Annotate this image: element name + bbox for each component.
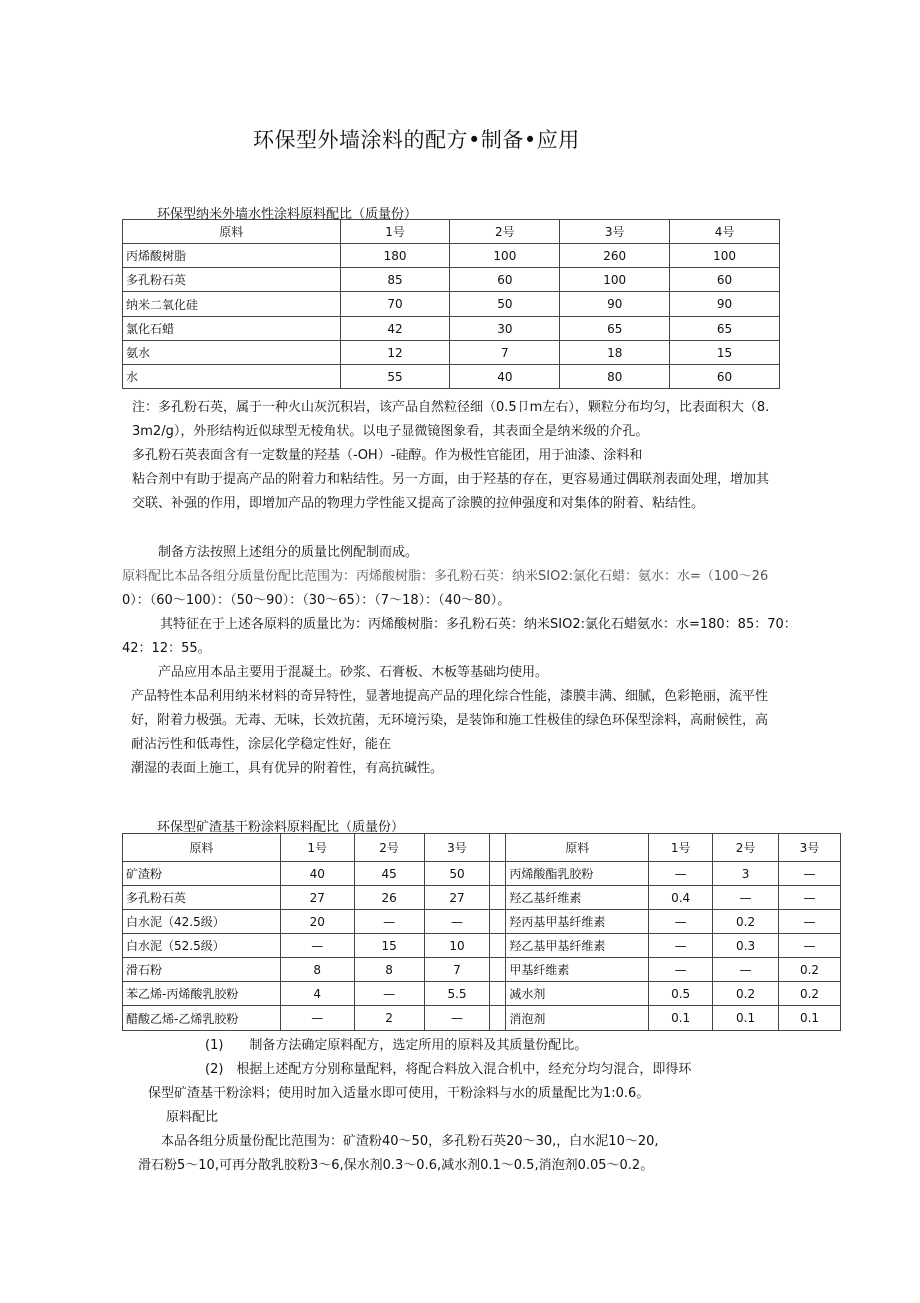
table-cell: 45 (354, 862, 424, 886)
table-cell: 70 (340, 292, 450, 317)
table-cell: — (649, 862, 713, 886)
table1-header: 1号 (340, 220, 450, 244)
table-cell: — (713, 886, 779, 910)
table-cell: 40 (280, 862, 354, 886)
table-cell: 多孔粉石英 (123, 886, 281, 910)
table-cell: 丙烯酸酯乳胶粉 (506, 862, 649, 886)
table-cell: 60 (670, 365, 780, 389)
table1-header: 4号 (670, 220, 780, 244)
table-cell: — (649, 910, 713, 934)
body-line: 产品特性本品利用纳米材料的奇异特性，显著地提高产品的理化综合性能，漆膜丰满、细腻，色彩艳丽，流平性 (131, 689, 769, 704)
table-cell: 0.2 (713, 910, 779, 934)
table-cell: — (649, 958, 713, 982)
page-title: 环保型外墙涂料的配方•制备•应用 (253, 128, 580, 152)
table-cell: — (354, 910, 424, 934)
table-cell: 10 (424, 934, 490, 958)
table-cell: 15 (670, 341, 780, 365)
table-cell: 0.1 (713, 1006, 779, 1031)
table2-header: 1号 (280, 834, 354, 862)
table1-header: 2号 (450, 220, 560, 244)
table-cell (490, 934, 506, 958)
table-cell: 27 (280, 886, 354, 910)
note-line: 3m2/g），外形结构近似球型无棱角状。以电子显微镜图象看，其表面全是纳米级的介孔。 (132, 424, 649, 439)
table1-header: 原料 (123, 220, 341, 244)
step-line: 滑石粉5〜10,可再分散乳胶粉3〜6,保水剂0.3〜0.6,减水剂0.1〜0.5,消泡剂0.05〜0.2。 (138, 1158, 654, 1173)
body-line: 原料配比本品各组分质量份配比范围为：丙烯酸树脂：多孔粉石英：纳米SIO2:氯化石蜡：氨水：水=（100〜26 (122, 569, 769, 584)
table-row (123, 982, 841, 1006)
table-cell (490, 982, 506, 1006)
table-cell: — (424, 1006, 490, 1031)
table-cell: — (779, 862, 841, 886)
note-line: 多孔粉石英表面含有一定数量的羟基（-OH）-硅醇。作为极性官能团，用于油漆、涂料和 (132, 448, 643, 463)
table-row (123, 292, 780, 317)
table-cell: 85 (340, 268, 450, 292)
table-cell: — (649, 934, 713, 958)
table-cell: 50 (424, 862, 490, 886)
table-cell: 50 (450, 292, 560, 317)
table-row (123, 365, 780, 389)
table-cell: 2 (354, 1006, 424, 1031)
table-cell (490, 886, 506, 910)
table-cell: 100 (670, 244, 780, 268)
table2-header-row (123, 834, 841, 862)
table2-header: 1号 (649, 834, 713, 862)
table-cell: 65 (670, 317, 780, 341)
table-cell: 18 (560, 341, 670, 365)
table-cell: 苯乙烯-丙烯酸乳胶粉 (123, 982, 281, 1006)
table-cell: 羟乙基纤维素 (506, 886, 649, 910)
table-cell (490, 862, 506, 886)
table-cell: 4 (280, 982, 354, 1006)
table-cell: 180 (340, 244, 450, 268)
table-cell: — (713, 958, 779, 982)
table-cell: 白水泥（52.5级） (123, 934, 281, 958)
table-cell: 丙烯酸树脂 (123, 244, 341, 268)
body-line: 其特征在于上述各原料的质量比为：丙烯酸树脂：多孔粉石英：纳米SIO2:氯化石蜡氨水：水=180：85：70： (160, 617, 797, 632)
table-row (123, 1006, 841, 1031)
table-cell: 氯化石蜡 (123, 317, 341, 341)
table-row (123, 934, 841, 958)
table-cell: 多孔粉石英 (123, 268, 341, 292)
table-cell: 0.1 (649, 1006, 713, 1031)
table-cell: — (779, 886, 841, 910)
table-cell: 260 (560, 244, 670, 268)
table2-header: 原料 (123, 834, 281, 862)
table-row (123, 862, 841, 886)
step-line: 原料配比 (166, 1110, 219, 1125)
table-cell: 0.4 (649, 886, 713, 910)
table-cell: 白水泥（42.5级） (123, 910, 281, 934)
table-cell: 100 (450, 244, 560, 268)
table2-header: 原料 (506, 834, 649, 862)
table-cell: 羟乙基甲基纤维素 (506, 934, 649, 958)
table-cell: 40 (450, 365, 560, 389)
table-cell: 甲基纤维素 (506, 958, 649, 982)
table-cell: 水 (123, 365, 341, 389)
table-row (123, 910, 841, 934)
table-row (123, 244, 780, 268)
table-cell: 氨水 (123, 341, 341, 365)
table-cell (490, 910, 506, 934)
table-cell: 0.3 (713, 934, 779, 958)
body-line: 潮湿的表面上施工，具有优异的附着性，有高抗碱性。 (131, 761, 444, 776)
table-cell: 5.5 (424, 982, 490, 1006)
table-row (123, 886, 841, 910)
table2-header: 2号 (713, 834, 779, 862)
table1-header-row (123, 220, 780, 244)
table-cell: 15 (354, 934, 424, 958)
body-line: 耐沾污性和低毒性，涂层化学稳定性好，能在 (131, 737, 392, 752)
note-line: 交联、补强的作用，即增加产品的物理力学性能又提高了涂膜的拉伸强度和对集体的附着、粘结性。 (132, 496, 705, 511)
table-cell: 80 (560, 365, 670, 389)
body-line: 产品应用本品主要用于混凝土。砂浆、石膏板、木板等基础均使用。 (158, 665, 549, 680)
table-cell: 65 (560, 317, 670, 341)
table1 (122, 219, 780, 389)
table-cell: 羟丙基甲基纤维素 (506, 910, 649, 934)
table-cell: 20 (280, 910, 354, 934)
table2-header: 3号 (779, 834, 841, 862)
table-cell: 60 (450, 268, 560, 292)
table-cell: 0.1 (779, 1006, 841, 1031)
table-cell: 消泡剂 (506, 1006, 649, 1031)
table-row (123, 341, 780, 365)
body-line: 0）：（60〜100）：（50〜90）：（30〜65）：（7〜18）：（40〜80）。 (122, 593, 511, 608)
table-row (123, 958, 841, 982)
table-cell: 纳米二氧化硅 (123, 292, 341, 317)
table-cell (490, 958, 506, 982)
table-cell: 30 (450, 317, 560, 341)
step-line: 保型矿渣基干粉涂料；使用时加入适量水即可使用，干粉涂料与水的质量配比为1:0.6。 (148, 1086, 650, 1101)
table-cell: 矿渣粉 (123, 862, 281, 886)
table-cell: 60 (670, 268, 780, 292)
table-cell: 0.2 (779, 982, 841, 1006)
table-cell: — (779, 934, 841, 958)
table-cell: — (280, 1006, 354, 1031)
table-cell: 26 (354, 886, 424, 910)
table-cell: 醋酸乙烯-乙烯乳胶粉 (123, 1006, 281, 1031)
table-cell: — (779, 910, 841, 934)
body-line: 好，附着力极强。无毒、无味，长效抗菌，无环境污染，是装饰和施工性极佳的绿色环保型涂料，高耐候性，高 (131, 713, 769, 728)
table-cell: — (424, 910, 490, 934)
table-cell: — (280, 934, 354, 958)
table-cell: 100 (560, 268, 670, 292)
table-cell: 55 (340, 365, 450, 389)
body-line: 42：12：55。 (122, 641, 211, 656)
table-row (123, 268, 780, 292)
table1-caption: 环保型纳米外墙水性涂料原料配比（质量份） (157, 207, 418, 222)
table2-header (490, 834, 506, 862)
table-cell: 0.5 (649, 982, 713, 1006)
table-row (123, 317, 780, 341)
table2 (122, 833, 841, 1031)
step-line: (2) 根据上述配方分别称量配料，将配合料放入混合机中，经充分均匀混合，即得环 (205, 1062, 692, 1077)
table-cell: 滑石粉 (123, 958, 281, 982)
table1-header: 3号 (560, 220, 670, 244)
step-line: 本品各组分质量份配比范围为：矿渣粉40〜50，多孔粉石英20〜30,，白水泥10〜20, (161, 1134, 659, 1149)
body-line: 制备方法按照上述组分的质量比例配制而成。 (158, 545, 419, 560)
table-cell (490, 1006, 506, 1031)
table-cell: — (354, 982, 424, 1006)
table-cell: 3 (713, 862, 779, 886)
step-line: (1) 制备方法确定原料配方，选定所用的原料及其质量份配比。 (205, 1038, 588, 1053)
table-cell: 减水剂 (506, 982, 649, 1006)
table-cell: 0.2 (779, 958, 841, 982)
table-cell: 7 (424, 958, 490, 982)
table-cell: 12 (340, 341, 450, 365)
table-cell: 42 (340, 317, 450, 341)
table2-header: 3号 (424, 834, 490, 862)
table-cell: 8 (354, 958, 424, 982)
table-cell: 0.2 (713, 982, 779, 1006)
table2-header: 2号 (354, 834, 424, 862)
table-cell: 27 (424, 886, 490, 910)
table-cell: 90 (670, 292, 780, 317)
table-cell: 8 (280, 958, 354, 982)
table2-caption: 环保型矿渣基干粉涂料原料配比（质量份） (157, 820, 405, 835)
note-line: 注：多孔粉石英，属于一种火山灰沉积岩，该产品自然粒径细（0.5卩m左右），颗粒分布均匀，比表面积大（8. (132, 400, 770, 415)
table-cell: 90 (560, 292, 670, 317)
note-line: 粘合剂中有助于提高产品的附着力和粘结性。另一方面，由于羟基的存在，更容易通过偶联剂表面处理，增加其 (132, 472, 770, 487)
table-cell: 7 (450, 341, 560, 365)
